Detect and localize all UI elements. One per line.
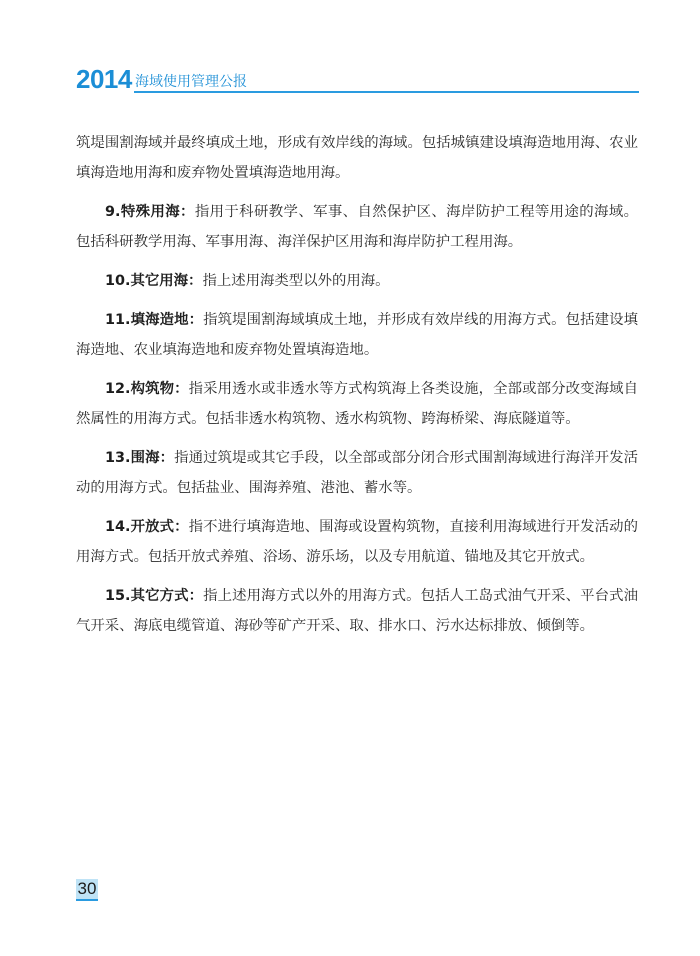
paragraph-structures <box>76 374 638 434</box>
paragraph-text: 指上述用海方式以外的用海方式。包括人工岛式油气开采、平台式油气开采、海底电缆管道、海砂等矿产开采、取、排水口、污水达标排放、倾倒等。 <box>76 588 638 634</box>
paragraph-text: 筑堤围割海域并最终填成土地，形成有效岸线的海域。包括城镇建设填海造地用海、农业填海造地用海和废弃物处置填海造地用海。 <box>76 135 638 181</box>
body-text <box>76 128 638 641</box>
paragraph-text: 指筑堤围割海域填成土地，并形成有效岸线的用海方式。包括建设填海造地、农业填海造地和废弃物处置填海造地。 <box>76 312 638 358</box>
term-label: 13.围海： <box>105 450 175 466</box>
term-label: 12.构筑物： <box>105 381 189 397</box>
paragraph-text: 指用于科研教学、军事、自然保护区、海岸防护工程等用途的海域。包括科研教学用海、军事用海、海洋保护区用海和海岸防护工程用海。 <box>76 204 638 250</box>
paragraph-text: 指不进行填海造地、围海或设置构筑物，直接利用海域进行开发活动的用海方式。包括开放式养殖、浴场、游乐场，以及专用航道、锚地及其它开放式。 <box>76 519 638 565</box>
header-rule <box>134 91 639 93</box>
paragraph-open-type <box>76 512 638 572</box>
paragraph-text: 指采用透水或非透水等方式构筑海上各类设施，全部或部分改变海域自然属性的用海方式。包括非透水构筑物、透水构筑物、跨海桥梁、海底隧道等。 <box>76 381 638 427</box>
term-label: 9.特殊用海： <box>105 204 195 220</box>
page-number: 30 <box>76 879 98 901</box>
term-label: 15.其它方式： <box>105 588 204 604</box>
paragraph-enclosure <box>76 443 638 503</box>
header-title: 海域使用管理公报 <box>135 74 247 90</box>
page-header <box>76 66 638 96</box>
paragraph-other-use <box>76 266 638 296</box>
term-label: 10.其它用海： <box>105 273 203 289</box>
term-label: 14.开放式： <box>105 519 189 535</box>
paragraph-text: 指上述用海类型以外的用海。 <box>202 273 390 289</box>
term-label: 11.填海造地： <box>105 312 204 328</box>
paragraph-special-use <box>76 197 638 257</box>
paragraph-continuation <box>76 128 638 188</box>
paragraph-text: 指通过筑堤或其它手段，以全部或部分闭合形式围割海域进行海洋开发活动的用海方式。包括盐业、围海养殖、港池、蓄水等。 <box>76 450 638 496</box>
paragraph-other-methods <box>76 581 638 641</box>
paragraph-reclamation <box>76 305 638 365</box>
header-year: 2014 <box>76 64 132 94</box>
